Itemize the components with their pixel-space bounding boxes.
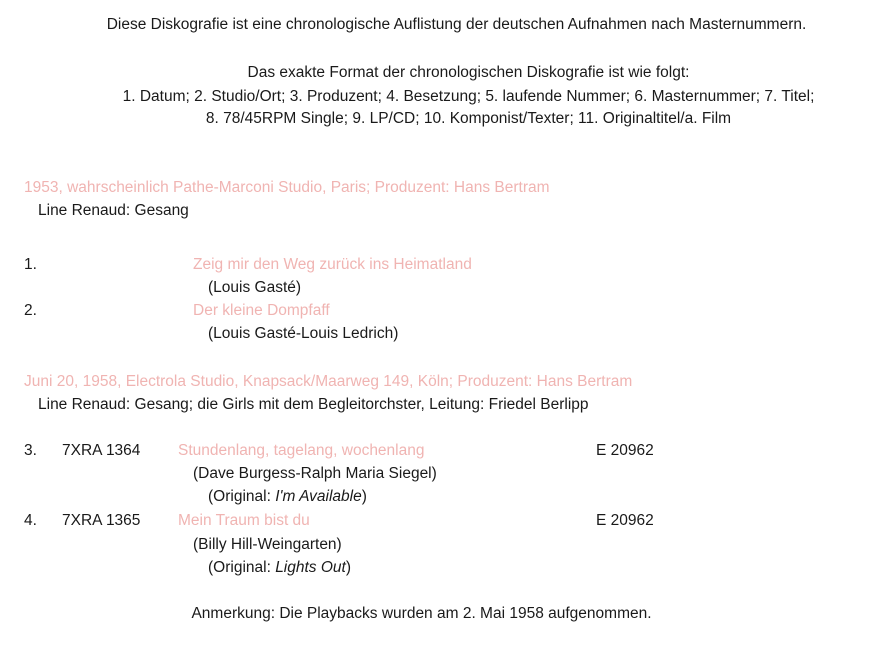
track-composer: (Billy Hill-Weingarten) (193, 536, 342, 553)
track-number: 1. (24, 256, 37, 273)
track-title: Der kleine Dompfaff (193, 302, 330, 319)
track-number: 2. (24, 302, 37, 319)
track-number: 4. (24, 512, 37, 529)
session-header: Juni 20, 1958, Electrola Studio, Knapsack/Maarweg 149, Köln; Produzent: Hans Bertram (24, 373, 633, 390)
track-title: Zeig mir den Weg zurück ins Heimatland (193, 256, 472, 273)
original-prefix: (Original: (208, 559, 276, 576)
session-note: Anmerkung: Die Playbacks wurden am 2. Mai 1958 aufgenommen. (191, 605, 652, 622)
track-title: Stundenlang, tagelang, wochenlang (178, 442, 425, 459)
track-number: 3. (24, 442, 37, 459)
track-single: E 20962 (596, 442, 654, 459)
track-composer: (Dave Burgess-Ralph Maria Siegel) (193, 465, 437, 482)
original-title: I'm Available (275, 488, 362, 505)
original-title: Lights Out (275, 559, 346, 576)
original-suffix: ) (361, 488, 367, 505)
format-line-2: 8. 78/45RPM Single; 9. LP/CD; 10. Komponist/Texter; 11. Originaltitel/a. Film (205, 110, 732, 127)
intro-line: Diese Diskografie ist eine chronologische Auflistung der deutschen Aufnahmen nach Masternummern. (106, 16, 807, 33)
track-matrix: 7XRA 1365 (62, 512, 141, 529)
track-composer: (Louis Gasté) (208, 279, 302, 296)
original-prefix: (Original: (208, 488, 276, 505)
track-title: Mein Traum bist du (178, 512, 310, 529)
track-single: E 20962 (596, 512, 654, 529)
format-heading: Das exakte Format der chronologischen Diskografie ist wie folgt: (247, 64, 690, 81)
track-original (208, 487, 367, 507)
session-personnel: Line Renaud: Gesang; die Girls mit dem Begleitorchster, Leitung: Friedel Berlipp (38, 396, 589, 413)
session-header: 1953, wahrscheinlich Pathe-Marconi Studio, Paris; Produzent: Hans Bertram (24, 179, 550, 196)
original-suffix: ) (345, 559, 352, 576)
track-matrix: 7XRA 1364 (62, 442, 141, 459)
format-line-1: 1. Datum; 2. Studio/Ort; 3. Produzent; 4. Besetzung; 5. laufende Nummer; 6. Masternummer; 7. Titel; (122, 88, 815, 105)
track-composer: (Louis Gasté-Louis Ledrich) (208, 325, 399, 342)
track-original (208, 558, 351, 578)
session-personnel: Line Renaud: Gesang (38, 202, 189, 219)
